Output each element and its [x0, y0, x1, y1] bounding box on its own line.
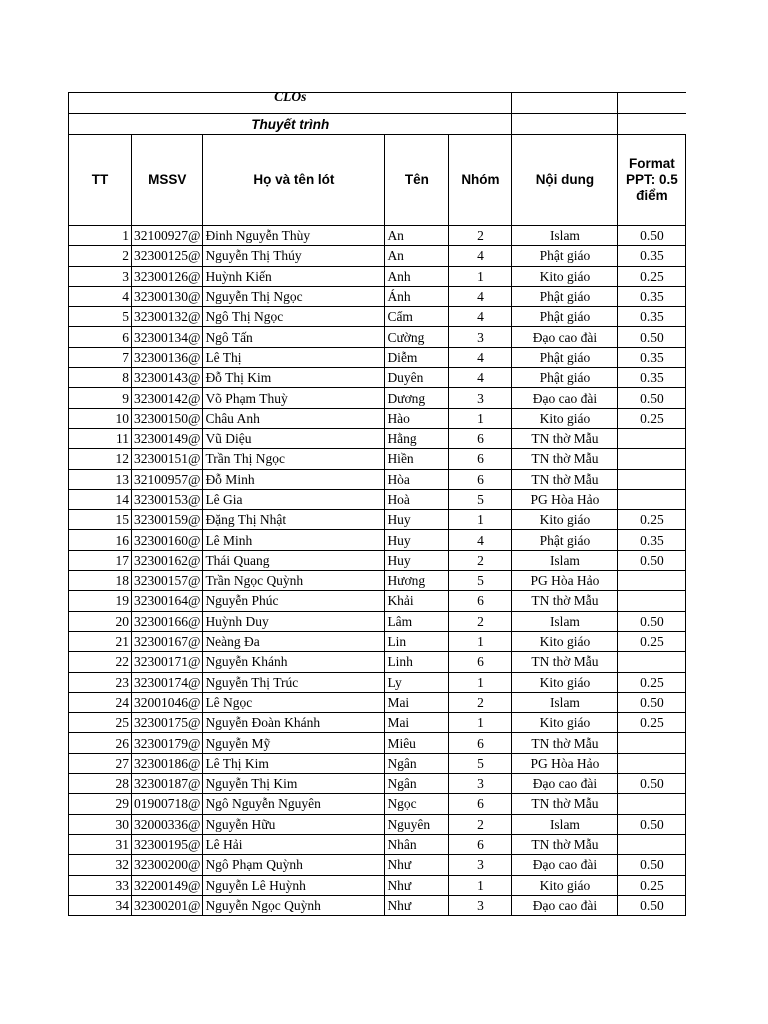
thuyet-trinh-empty-cell-1[interactable]: [512, 114, 618, 135]
cell-format-ppt[interactable]: [618, 428, 686, 448]
cell-ten[interactable]: Lâm: [385, 611, 449, 631]
cell-ho-ten-lot[interactable]: Ngô Thị Ngọc: [203, 307, 385, 327]
cell-ten[interactable]: Hiền: [385, 449, 449, 469]
cell-ten[interactable]: Hương: [385, 571, 449, 591]
table-row: [69, 327, 686, 347]
table-row: [69, 449, 686, 469]
cell-noi-dung[interactable]: Kito giáo: [512, 266, 618, 286]
cell-mssv[interactable]: 32200149@: [132, 875, 203, 895]
cell-mssv[interactable]: 32300132@: [132, 307, 203, 327]
table-row: [69, 672, 686, 692]
cell-tt[interactable]: 29: [69, 794, 132, 814]
cell-nhom[interactable]: 1: [449, 672, 512, 692]
cell-noi-dung[interactable]: TN thờ Mẫu: [512, 652, 618, 672]
cell-ten[interactable]: Mai: [385, 713, 449, 733]
table-row: [69, 246, 686, 266]
thuyet-trinh-row: [69, 114, 686, 135]
cell-mssv[interactable]: 32300195@: [132, 834, 203, 854]
cell-ten[interactable]: Lin: [385, 631, 449, 651]
table-row: [69, 774, 686, 794]
cell-tt[interactable]: 16: [69, 530, 132, 550]
cell-tt[interactable]: 32: [69, 855, 132, 875]
cell-format-ppt[interactable]: 0.50: [618, 388, 686, 408]
table-row: [69, 692, 686, 712]
header-nhom[interactable]: Nhóm: [449, 135, 512, 226]
cell-ten[interactable]: Hoà: [385, 489, 449, 509]
clos-row: [69, 93, 686, 114]
cell-nhom[interactable]: 5: [449, 753, 512, 773]
cell-mssv[interactable]: 32300125@: [132, 246, 203, 266]
cell-format-ppt[interactable]: 0.50: [618, 774, 686, 794]
cell-format-ppt[interactable]: 0.25: [618, 631, 686, 651]
cell-tt[interactable]: 10: [69, 408, 132, 428]
header-format-ppt[interactable]: Format PPT: 0.5 điểm: [618, 135, 686, 226]
cell-noi-dung[interactable]: Phật giáo: [512, 368, 618, 388]
table-row: [69, 855, 686, 875]
cell-noi-dung[interactable]: PG Hòa Hảo: [512, 571, 618, 591]
cell-mssv[interactable]: 32100927@: [132, 226, 203, 246]
cell-format-ppt[interactable]: 0.25: [618, 408, 686, 428]
cell-nhom[interactable]: 6: [449, 428, 512, 448]
cell-format-ppt[interactable]: [618, 591, 686, 611]
cell-ten[interactable]: Nhân: [385, 834, 449, 854]
cell-tt[interactable]: 33: [69, 875, 132, 895]
clos-empty-cell-1[interactable]: [512, 93, 618, 114]
table-row: [69, 489, 686, 509]
cell-noi-dung[interactable]: Islam: [512, 611, 618, 631]
cell-noi-dung[interactable]: Phật giáo: [512, 246, 618, 266]
cell-nhom[interactable]: 1: [449, 510, 512, 530]
cell-tt[interactable]: 23: [69, 672, 132, 692]
cell-tt[interactable]: 18: [69, 571, 132, 591]
cell-nhom[interactable]: 6: [449, 733, 512, 753]
clos-cell[interactable]: CLOs: [69, 93, 512, 114]
cell-noi-dung[interactable]: Islam: [512, 814, 618, 834]
cell-ho-ten-lot[interactable]: Lê Thị Kim: [203, 753, 385, 773]
cell-noi-dung[interactable]: Islam: [512, 226, 618, 246]
cell-tt[interactable]: 3: [69, 266, 132, 286]
cell-mssv[interactable]: 32300162@: [132, 550, 203, 570]
cell-ho-ten-lot[interactable]: Nguyễn Thị Ngọc: [203, 286, 385, 306]
table-row: [69, 713, 686, 733]
cell-tt[interactable]: 31: [69, 834, 132, 854]
cell-tt[interactable]: 27: [69, 753, 132, 773]
cell-nhom[interactable]: 4: [449, 307, 512, 327]
cell-nhom[interactable]: 3: [449, 895, 512, 915]
cell-nhom[interactable]: 4: [449, 368, 512, 388]
grade-sheet: [68, 92, 686, 916]
cell-tt[interactable]: 14: [69, 489, 132, 509]
header-tt[interactable]: TT: [69, 135, 132, 226]
cell-ten[interactable]: Ngọc: [385, 794, 449, 814]
cell-noi-dung[interactable]: TN thờ Mẫu: [512, 733, 618, 753]
cell-nhom[interactable]: 1: [449, 713, 512, 733]
table-row: [69, 469, 686, 489]
cell-ten[interactable]: Hòa: [385, 469, 449, 489]
cell-format-ppt[interactable]: 0.35: [618, 368, 686, 388]
table-row: [69, 834, 686, 854]
table-row: [69, 510, 686, 530]
table-row: [69, 428, 686, 448]
cell-mssv[interactable]: 32300166@: [132, 611, 203, 631]
cell-tt[interactable]: 15: [69, 510, 132, 530]
table-row: [69, 895, 686, 915]
cell-nhom[interactable]: 6: [449, 469, 512, 489]
cell-noi-dung[interactable]: Đạo cao đài: [512, 388, 618, 408]
cell-format-ppt[interactable]: [618, 753, 686, 773]
cell-ten[interactable]: Hào: [385, 408, 449, 428]
table-row: [69, 550, 686, 570]
cell-nhom[interactable]: 4: [449, 530, 512, 550]
cell-mssv[interactable]: 32100957@: [132, 469, 203, 489]
cell-tt[interactable]: 24: [69, 692, 132, 712]
cell-format-ppt[interactable]: 0.25: [618, 713, 686, 733]
cell-ho-ten-lot[interactable]: Vũ Diệu: [203, 428, 385, 448]
cell-nhom[interactable]: 6: [449, 794, 512, 814]
cell-mssv[interactable]: 32300174@: [132, 672, 203, 692]
cell-nhom[interactable]: 3: [449, 388, 512, 408]
cell-format-ppt[interactable]: 0.50: [618, 814, 686, 834]
cell-format-ppt[interactable]: [618, 733, 686, 753]
cell-mssv[interactable]: 32300175@: [132, 713, 203, 733]
cell-ho-ten-lot[interactable]: Đặng Thị Nhật: [203, 510, 385, 530]
header-noi-dung[interactable]: Nội dung: [512, 135, 618, 226]
cell-format-ppt[interactable]: 0.35: [618, 530, 686, 550]
cell-ho-ten-lot[interactable]: Trần Thị Ngọc: [203, 449, 385, 469]
cell-ho-ten-lot[interactable]: Lê Thị: [203, 347, 385, 367]
cell-noi-dung[interactable]: Islam: [512, 550, 618, 570]
cell-ho-ten-lot[interactable]: Nguyễn Phúc: [203, 591, 385, 611]
cell-noi-dung[interactable]: TN thờ Mẫu: [512, 834, 618, 854]
cell-ho-ten-lot[interactable]: Nguyễn Thị Kim: [203, 774, 385, 794]
cell-ho-ten-lot[interactable]: Nguyễn Mỹ: [203, 733, 385, 753]
cell-format-ppt[interactable]: [618, 794, 686, 814]
table-row: [69, 307, 686, 327]
column-header-row: [69, 135, 686, 226]
cell-nhom[interactable]: 6: [449, 449, 512, 469]
cell-ten[interactable]: Hằng: [385, 428, 449, 448]
cell-noi-dung[interactable]: TN thờ Mẫu: [512, 428, 618, 448]
cell-mssv[interactable]: 32300164@: [132, 591, 203, 611]
cell-format-ppt[interactable]: [618, 834, 686, 854]
cell-nhom[interactable]: 3: [449, 327, 512, 347]
cell-ten[interactable]: Khải: [385, 591, 449, 611]
cell-ten[interactable]: Huy: [385, 510, 449, 530]
cell-ten[interactable]: Anh: [385, 266, 449, 286]
cell-nhom[interactable]: 4: [449, 286, 512, 306]
table-row: [69, 652, 686, 672]
cell-format-ppt[interactable]: 0.50: [618, 550, 686, 570]
cell-mssv[interactable]: 32300136@: [132, 347, 203, 367]
table-row: [69, 286, 686, 306]
cell-ho-ten-lot[interactable]: Nguyễn Thị Trúc: [203, 672, 385, 692]
cell-mssv[interactable]: 32300130@: [132, 286, 203, 306]
cell-ho-ten-lot[interactable]: Neàng Đa: [203, 631, 385, 651]
table-row: [69, 753, 686, 773]
cell-mssv[interactable]: 32300201@: [132, 895, 203, 915]
cell-mssv[interactable]: 32300187@: [132, 774, 203, 794]
cell-ho-ten-lot[interactable]: Châu Anh: [203, 408, 385, 428]
cell-format-ppt[interactable]: 0.35: [618, 347, 686, 367]
cell-format-ppt[interactable]: 0.50: [618, 895, 686, 915]
cell-nhom[interactable]: 2: [449, 550, 512, 570]
cell-nhom[interactable]: 6: [449, 652, 512, 672]
cell-nhom[interactable]: 2: [449, 226, 512, 246]
cell-nhom[interactable]: 5: [449, 489, 512, 509]
cell-nhom[interactable]: 2: [449, 611, 512, 631]
cell-format-ppt[interactable]: 0.35: [618, 286, 686, 306]
cell-tt[interactable]: 20: [69, 611, 132, 631]
cell-tt[interactable]: 11: [69, 428, 132, 448]
cell-mssv[interactable]: 32300171@: [132, 652, 203, 672]
cell-ten[interactable]: Linh: [385, 652, 449, 672]
cell-ho-ten-lot[interactable]: Đỗ Thị Kim: [203, 368, 385, 388]
cell-ten[interactable]: Ngân: [385, 753, 449, 773]
table-row: [69, 388, 686, 408]
cell-tt[interactable]: 6: [69, 327, 132, 347]
cell-ten[interactable]: Như: [385, 875, 449, 895]
cell-mssv[interactable]: 32300142@: [132, 388, 203, 408]
cell-tt[interactable]: 2: [69, 246, 132, 266]
cell-format-ppt[interactable]: 0.25: [618, 266, 686, 286]
cell-ten[interactable]: Ánh: [385, 286, 449, 306]
cell-mssv[interactable]: 32300160@: [132, 530, 203, 550]
cell-noi-dung[interactable]: Phật giáo: [512, 530, 618, 550]
cell-tt[interactable]: 25: [69, 713, 132, 733]
cell-nhom[interactable]: 2: [449, 814, 512, 834]
cell-tt[interactable]: 26: [69, 733, 132, 753]
cell-ho-ten-lot[interactable]: Nguyễn Hữu: [203, 814, 385, 834]
cell-tt[interactable]: 22: [69, 652, 132, 672]
cell-noi-dung[interactable]: Islam: [512, 692, 618, 712]
header-ten[interactable]: Tên: [385, 135, 449, 226]
cell-ho-ten-lot[interactable]: Nguyễn Đoàn Khánh: [203, 713, 385, 733]
cell-tt[interactable]: 12: [69, 449, 132, 469]
cell-mssv[interactable]: 32300159@: [132, 510, 203, 530]
thuyet-trinh-empty-cell-2[interactable]: [618, 114, 686, 135]
cell-tt[interactable]: 8: [69, 368, 132, 388]
cell-noi-dung[interactable]: Kito giáo: [512, 713, 618, 733]
cell-noi-dung[interactable]: Kito giáo: [512, 875, 618, 895]
cell-noi-dung[interactable]: TN thờ Mẫu: [512, 449, 618, 469]
cell-ho-ten-lot[interactable]: Nguyễn Thị Thúy: [203, 246, 385, 266]
table-row: [69, 591, 686, 611]
cell-format-ppt[interactable]: 0.35: [618, 246, 686, 266]
cell-nhom[interactable]: 1: [449, 408, 512, 428]
cell-noi-dung[interactable]: PG Hòa Hảo: [512, 489, 618, 509]
cell-nhom[interactable]: 4: [449, 246, 512, 266]
cell-ten[interactable]: Duyên: [385, 368, 449, 388]
cell-ten[interactable]: An: [385, 246, 449, 266]
cell-noi-dung[interactable]: Kito giáo: [512, 672, 618, 692]
cell-format-ppt[interactable]: [618, 469, 686, 489]
cell-noi-dung[interactable]: Đạo cao đài: [512, 895, 618, 915]
cell-tt[interactable]: 30: [69, 814, 132, 834]
cell-mssv[interactable]: 32300126@: [132, 266, 203, 286]
cell-format-ppt[interactable]: 0.25: [618, 510, 686, 530]
cell-mssv[interactable]: 32300186@: [132, 753, 203, 773]
cell-ten[interactable]: Cường: [385, 327, 449, 347]
cell-format-ppt[interactable]: [618, 489, 686, 509]
table-row: [69, 875, 686, 895]
cell-noi-dung[interactable]: Đạo cao đài: [512, 774, 618, 794]
cell-tt[interactable]: 28: [69, 774, 132, 794]
cell-tt[interactable]: 1: [69, 226, 132, 246]
cell-mssv[interactable]: 32300167@: [132, 631, 203, 651]
cell-ho-ten-lot[interactable]: Nguyễn Ngọc Quỳnh: [203, 895, 385, 915]
cell-format-ppt[interactable]: 0.50: [618, 226, 686, 246]
cell-ten[interactable]: Cẩm: [385, 307, 449, 327]
cell-ho-ten-lot[interactable]: Đinh Nguyễn Thùy: [203, 226, 385, 246]
cell-mssv[interactable]: 32300157@: [132, 571, 203, 591]
cell-format-ppt[interactable]: [618, 449, 686, 469]
cell-mssv[interactable]: 32300149@: [132, 428, 203, 448]
cell-ho-ten-lot[interactable]: Lê Gia: [203, 489, 385, 509]
cell-ho-ten-lot[interactable]: Huỳnh Kiến: [203, 266, 385, 286]
cell-ho-ten-lot[interactable]: Lê Ngọc: [203, 692, 385, 712]
cell-noi-dung[interactable]: Phật giáo: [512, 307, 618, 327]
cell-noi-dung[interactable]: TN thờ Mẫu: [512, 591, 618, 611]
cell-tt[interactable]: 7: [69, 347, 132, 367]
cell-noi-dung[interactable]: Kito giáo: [512, 510, 618, 530]
cell-nhom[interactable]: 6: [449, 834, 512, 854]
cell-ho-ten-lot[interactable]: Nguyễn Lê Huỳnh: [203, 875, 385, 895]
cell-ten[interactable]: Nguyên: [385, 814, 449, 834]
cell-ten[interactable]: Ngân: [385, 774, 449, 794]
cell-format-ppt[interactable]: 0.50: [618, 692, 686, 712]
cell-nhom[interactable]: 4: [449, 347, 512, 367]
cell-nhom[interactable]: 6: [449, 591, 512, 611]
table-row: [69, 611, 686, 631]
cell-noi-dung[interactable]: Kito giáo: [512, 408, 618, 428]
cell-ho-ten-lot[interactable]: Nguyễn Khánh: [203, 652, 385, 672]
cell-noi-dung[interactable]: Phật giáo: [512, 347, 618, 367]
cell-nhom[interactable]: 2: [449, 692, 512, 712]
cell-ho-ten-lot[interactable]: Ngô Nguyễn Nguyên: [203, 794, 385, 814]
table-row: [69, 631, 686, 651]
cell-format-ppt[interactable]: [618, 571, 686, 591]
cell-nhom[interactable]: 1: [449, 631, 512, 651]
cell-noi-dung[interactable]: Kito giáo: [512, 631, 618, 651]
cell-ho-ten-lot[interactable]: Đỗ Minh: [203, 469, 385, 489]
cell-tt[interactable]: 21: [69, 631, 132, 651]
cell-nhom[interactable]: 3: [449, 774, 512, 794]
cell-ten[interactable]: Diễm: [385, 347, 449, 367]
cell-ten[interactable]: Miêu: [385, 733, 449, 753]
cell-nhom[interactable]: 1: [449, 875, 512, 895]
cell-ten[interactable]: Như: [385, 855, 449, 875]
thuyet-trinh-cell[interactable]: Thuyết trình: [69, 114, 512, 135]
table-row: [69, 571, 686, 591]
cell-ten[interactable]: Ly: [385, 672, 449, 692]
cell-tt[interactable]: 19: [69, 591, 132, 611]
cell-noi-dung[interactable]: Phật giáo: [512, 286, 618, 306]
cell-ho-ten-lot[interactable]: Trần Ngọc Quỳnh: [203, 571, 385, 591]
cell-nhom[interactable]: 3: [449, 855, 512, 875]
cell-ten[interactable]: Mai: [385, 692, 449, 712]
cell-nhom[interactable]: 5: [449, 571, 512, 591]
header-mssv[interactable]: MSSV: [132, 135, 203, 226]
cell-nhom[interactable]: 1: [449, 266, 512, 286]
cell-ho-ten-lot[interactable]: Huỳnh Duy: [203, 611, 385, 631]
cell-ho-ten-lot[interactable]: Lê Minh: [203, 530, 385, 550]
cell-ho-ten-lot[interactable]: Ngô Phạm Quỳnh: [203, 855, 385, 875]
cell-tt[interactable]: 5: [69, 307, 132, 327]
table-row: [69, 266, 686, 286]
cell-ho-ten-lot[interactable]: Ngô Tấn: [203, 327, 385, 347]
table-row: [69, 814, 686, 834]
table-row: [69, 347, 686, 367]
cell-ten[interactable]: Huy: [385, 530, 449, 550]
clos-empty-cell-2[interactable]: [618, 93, 686, 114]
cell-ten[interactable]: Dương: [385, 388, 449, 408]
table-row: [69, 368, 686, 388]
cell-mssv[interactable]: 32300179@: [132, 733, 203, 753]
cell-format-ppt[interactable]: 0.35: [618, 307, 686, 327]
cell-tt[interactable]: 13: [69, 469, 132, 489]
cell-mssv[interactable]: 32300200@: [132, 855, 203, 875]
cell-mssv[interactable]: 32300150@: [132, 408, 203, 428]
cell-mssv[interactable]: 01900718@: [132, 794, 203, 814]
cell-mssv[interactable]: 32300153@: [132, 489, 203, 509]
cell-ho-ten-lot[interactable]: Võ Phạm Thuỳ: [203, 388, 385, 408]
table-row: [69, 408, 686, 428]
cell-tt[interactable]: 9: [69, 388, 132, 408]
table-row: [69, 530, 686, 550]
cell-mssv[interactable]: 32001046@: [132, 692, 203, 712]
cell-format-ppt[interactable]: 0.25: [618, 875, 686, 895]
cell-tt[interactable]: 34: [69, 895, 132, 915]
cell-format-ppt[interactable]: 0.25: [618, 672, 686, 692]
cell-ten[interactable]: An: [385, 226, 449, 246]
cell-ho-ten-lot[interactable]: Thái Quang: [203, 550, 385, 570]
cell-ten[interactable]: Như: [385, 895, 449, 915]
cell-tt[interactable]: 4: [69, 286, 132, 306]
table-row: [69, 794, 686, 814]
cell-ten[interactable]: Huy: [385, 550, 449, 570]
table-row: [69, 226, 686, 246]
cell-format-ppt[interactable]: 0.50: [618, 611, 686, 631]
cell-mssv[interactable]: 32300134@: [132, 327, 203, 347]
header-ho-ten-lot[interactable]: Họ và tên lót: [203, 135, 385, 226]
cell-noi-dung[interactable]: TN thờ Mẫu: [512, 469, 618, 489]
cell-noi-dung[interactable]: Đạo cao đài: [512, 327, 618, 347]
cell-noi-dung[interactable]: Đạo cao đài: [512, 855, 618, 875]
cell-noi-dung[interactable]: PG Hòa Hảo: [512, 753, 618, 773]
cell-mssv[interactable]: 32000336@: [132, 814, 203, 834]
cell-mssv[interactable]: 32300151@: [132, 449, 203, 469]
table-row: [69, 733, 686, 753]
cell-noi-dung[interactable]: TN thờ Mẫu: [512, 794, 618, 814]
cell-format-ppt[interactable]: 0.50: [618, 855, 686, 875]
cell-format-ppt[interactable]: 0.50: [618, 327, 686, 347]
cell-mssv[interactable]: 32300143@: [132, 368, 203, 388]
cell-tt[interactable]: 17: [69, 550, 132, 570]
cell-ho-ten-lot[interactable]: Lê Hải: [203, 834, 385, 854]
cell-format-ppt[interactable]: [618, 652, 686, 672]
